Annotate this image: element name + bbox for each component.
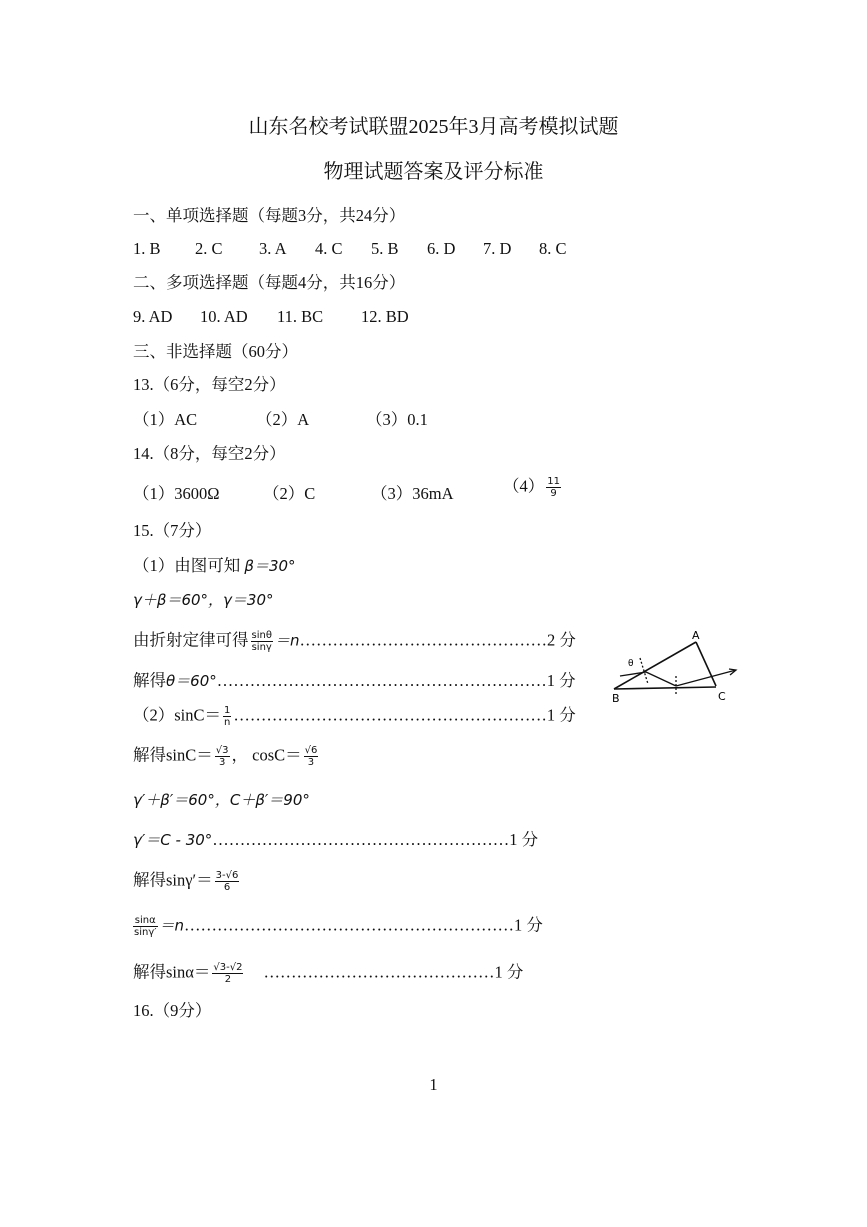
q14-answer-2: （2）C xyxy=(263,484,316,503)
answer-8: 8. C xyxy=(539,239,567,258)
fraction: $\frac{11}{9}$ xyxy=(547,476,560,499)
q13-answer-2: （2）A xyxy=(256,410,310,429)
page-number: 1 xyxy=(429,1075,438,1094)
q15-line-10: $\frac{\sin\alpha}{\sin\gamma'}$ ＝n……………………………………………………1 分 xyxy=(134,915,543,938)
answer-1: 1. B xyxy=(133,239,161,258)
q15-line-11: 解得sinα＝ $\frac{√3-√2}{2}$ ……………………………………1 分 xyxy=(133,962,524,985)
q15-line-3: 由折射定律可得 $\frac{\sin\theta}{\sin\gamma}$ ＝n………………………………………2 分 xyxy=(133,630,576,653)
q14-heading: 14.（8分，每空2分） xyxy=(133,444,286,463)
answer-5: 5. B xyxy=(371,239,399,258)
q15-line-1: （1）由图可知 β＝30° xyxy=(133,556,296,575)
q15-line-2: γ＋β＝60°，γ＝30° xyxy=(133,591,274,609)
fraction: $\frac{1}{n}$ xyxy=(224,705,231,728)
page-subtitle: 物理试题答案及评分标准 xyxy=(323,161,544,183)
section-1-heading: 一、单项选择题（每题3分，共24分） xyxy=(133,206,406,225)
page-title: 山东名校考试联盟2025年3月高考模拟试题 xyxy=(248,116,619,138)
fraction: $\frac{\sin\alpha}{\sin\gamma'}$ xyxy=(134,915,157,938)
q15-line-9: 解得sinγ′＝ $\frac{3-√6}{6}$ xyxy=(133,870,239,893)
answer-9: 9. AD xyxy=(133,307,173,326)
q13-heading: 13.（6分，每空2分） xyxy=(133,375,286,394)
fraction: $\frac{\sin\theta}{\sin\gamma}$ xyxy=(251,630,272,653)
fraction: $\frac{√6}{3}$ xyxy=(304,745,318,768)
refraction-prism-diagram xyxy=(608,626,748,706)
label-B: B xyxy=(612,692,620,705)
answer-7: 7. D xyxy=(483,239,512,258)
answer-11: 11. BC xyxy=(277,307,324,326)
fraction: $\frac{√3-√2}{2}$ xyxy=(213,962,243,985)
label-A: A xyxy=(692,629,700,642)
fraction: $\frac{3-√6}{6}$ xyxy=(215,870,239,893)
answer-3: 3. A xyxy=(259,239,287,258)
q14-answer-1: （1）3600Ω xyxy=(133,484,220,503)
q14-answer-4: （4） $\frac{11}{9}$ xyxy=(503,476,560,499)
q14-answer-3: （3）36mA xyxy=(371,484,454,503)
section-3-heading: 三、非选择题（60分） xyxy=(133,342,298,361)
q15-line-6: 解得sinC＝ $\frac{√3}{3}$ ， cosC＝ $\frac{√6}{3}$ xyxy=(133,745,318,768)
q15-line-4: 解得θ＝60°……………………………………………………1 分 xyxy=(133,671,576,690)
q13-answer-3: （3）0.1 xyxy=(366,410,428,429)
answer-10: 10. AD xyxy=(200,307,248,326)
fraction: $\frac{√3}{3}$ xyxy=(215,745,229,768)
section-2-heading: 二、多项选择题（每题4分，共16分） xyxy=(133,273,406,292)
answer-12: 12. BD xyxy=(361,307,409,326)
answer-4: 4. C xyxy=(315,239,343,258)
q15-line-7: γ′＋β′＝60°，C＋β′＝90° xyxy=(133,791,310,809)
label-theta: θ xyxy=(628,659,634,669)
answer-6: 6. D xyxy=(427,239,456,258)
q15-line-5: （2）sinC＝ $\frac{1}{n}$ …………………………………………………1 分 xyxy=(133,705,576,728)
label-C: C xyxy=(718,690,726,703)
q15-line-8: γ′＝C - 30°………………………………………………1 分 xyxy=(133,830,539,849)
q13-answer-1: （1）AC xyxy=(133,410,198,429)
answer-2: 2. C xyxy=(195,239,223,258)
q15-heading: 15.（7分） xyxy=(133,521,212,540)
q16-heading: 16.（9分） xyxy=(133,1001,212,1020)
